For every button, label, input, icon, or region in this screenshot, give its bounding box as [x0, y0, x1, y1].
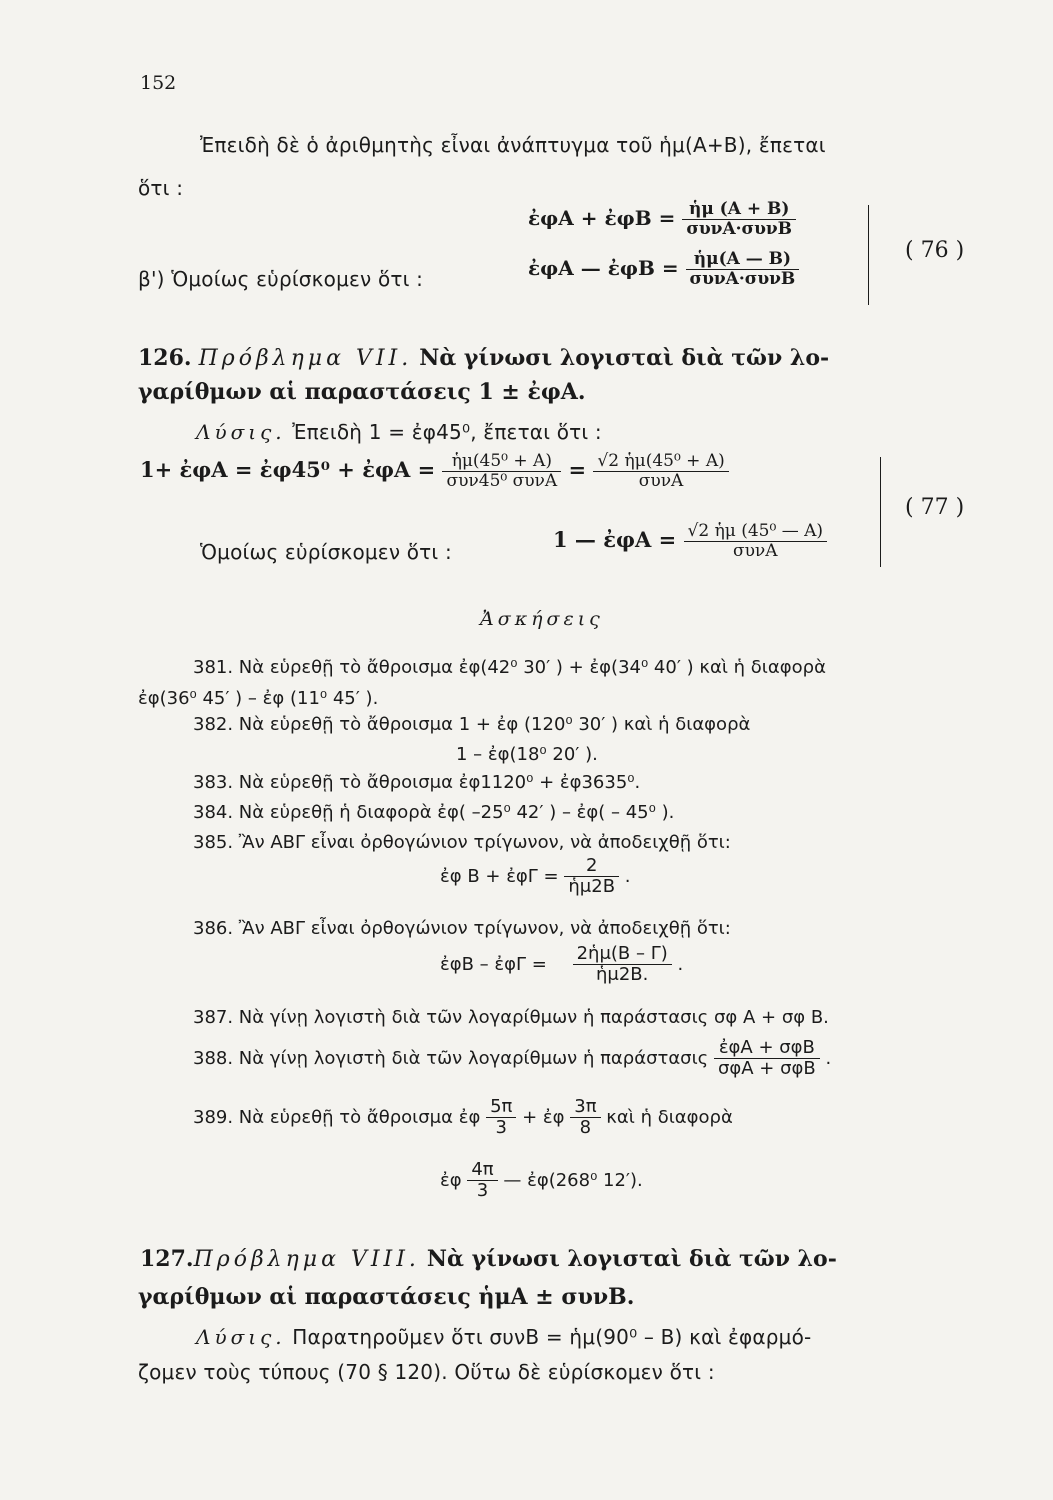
- ex385-period: .: [624, 865, 631, 887]
- exercise-389-line-2: [440, 1160, 643, 1201]
- eq77-lhs-1: 1+ ἐφΑ = ἐφ45⁰ + ἐφΑ =: [140, 457, 436, 483]
- ex388-denominator: σφΑ + σφΒ: [714, 1058, 820, 1080]
- eq76-brace: [868, 205, 869, 305]
- ex386-period: .: [677, 953, 684, 975]
- ex389-denominator-1: 3: [486, 1117, 516, 1139]
- sec127-number: 127.: [140, 1246, 194, 1272]
- exercise-388: [193, 1038, 831, 1079]
- sec126-heading-italic: Πρόβλημα VII.: [198, 346, 413, 371]
- exercise-384: 384. Νὰ εὑρεθῇ ἡ διαφορὰ ἐφ( –25⁰ 42′ ) – ἐφ( – 45⁰ ).: [193, 802, 675, 823]
- ex389-numerator-2: 3π: [574, 1096, 597, 1117]
- ex386-lhs: ἐφΒ – ἐφΓ =: [440, 953, 547, 975]
- exercise-382-line-2: 1 – ἐφ(18⁰ 20′ ).: [456, 744, 598, 765]
- eq76-tag: ( 76 ): [905, 238, 965, 263]
- eq77-fraction-2: [593, 452, 728, 491]
- sec127-heading-italic: Πρόβλημα VIII.: [193, 1247, 420, 1272]
- exercises-title: Ἀσκήσεις: [480, 608, 604, 630]
- exercise-387: 387. Νὰ γίνῃ λογιστὴ διὰ τῶν λογαρίθμων ἡ παράστασις σφ Α + σφ Β.: [193, 1007, 829, 1028]
- ex386-numerator: 2ἡμ(Β – Γ): [576, 943, 668, 964]
- sec127-solution-text: Παρατηροῦμεν ὅτι συνΒ = ἡμ(90⁰ – Β) καὶ ἐφαρμό-: [292, 1325, 812, 1349]
- ex389-fraction-2: [570, 1097, 600, 1138]
- ex388-text: 388. Νὰ γίνῃ λογιστὴ διὰ τῶν λογαρίθμων ἡ παράστασις: [193, 1047, 709, 1069]
- sec126-number: 126.: [138, 345, 192, 371]
- eq76-fraction-2: [686, 250, 800, 289]
- eq77-numerator-2: √2 ἡμ(45⁰ + Α): [597, 451, 725, 471]
- sec127-solution: [196, 1325, 811, 1349]
- ex389-denominator-3: 3: [467, 1180, 497, 1202]
- ex389-tail: καὶ ἡ διαφορὰ: [606, 1106, 733, 1128]
- eq76-lhs-2: ἐφΑ — ἐφΒ =: [528, 256, 679, 281]
- exercise-382-line-1: 382. Νὰ εὑρεθῇ τὸ ἄθροισμα 1 + ἐφ (120⁰ 30′ ) καὶ ἡ διαφορὰ: [193, 714, 751, 735]
- page-number: 152: [140, 72, 177, 94]
- eq77-lhs-2: 1 — ἐφΑ =: [553, 527, 677, 553]
- sec127-heading-line-1: [140, 1246, 837, 1272]
- sec126-solution-text: Ἐπειδὴ 1 = ἐφ45⁰, ἔπεται ὅτι :: [292, 420, 602, 444]
- ex386-fraction: [573, 944, 672, 985]
- eq76-lhs-1: ἐφΑ + ἐφΒ =: [528, 206, 676, 231]
- eq77-numerator-3: √2 ἡμ (45⁰ — Α): [687, 521, 824, 541]
- eq77-denominator-1: συν45⁰ συνΑ: [442, 471, 561, 492]
- eq77-row-1: [140, 452, 729, 491]
- sec127-solution-line-2: ζομεν τοὺς τύπους (70 § 120). Οὕτω δὲ εὑρίσκομεν ὅτι :: [138, 1360, 715, 1384]
- sec126-heading-line-1: [138, 345, 829, 371]
- sec126-solution: [196, 420, 602, 444]
- ex389-b-pre: ἐφ: [440, 1169, 462, 1191]
- ex385-lhs: ἐφ Β + ἐφΓ =: [440, 865, 559, 887]
- eq77-denominator-2: συνΑ: [593, 471, 728, 492]
- ex386-denominator: ἡμ2Β.: [573, 964, 672, 986]
- ex389-plus: + ἐφ: [522, 1106, 565, 1128]
- ex388-fraction: [714, 1038, 820, 1079]
- exercise-381-line-1: 381. Νὰ εὑρεθῇ τὸ ἄθροισμα ἐφ(42⁰ 30′ ) + ἐφ(34⁰ 40′ ) καὶ ἡ διαφορὰ: [193, 657, 826, 678]
- ex389-text: 389. Νὰ εὑρεθῇ τὸ ἄθροισμα ἐφ: [193, 1106, 481, 1128]
- sec126-solution-label: Λύσις.: [196, 420, 286, 444]
- intro-line-1: Ἐπειδὴ δὲ ὁ ἀριθμητὴς εἶναι ἀνάπτυγμα τοῦ ἡμ(Α+Β), ἔπεται: [200, 133, 826, 157]
- exercise-381-line-2: ἐφ(36⁰ 45′ ) – ἐφ (11⁰ 45′ ).: [138, 688, 379, 709]
- eq76-numerator-2: ἡμ(Α — Β): [693, 249, 792, 269]
- exercise-385-formula: [440, 856, 631, 897]
- eq77-fraction-3: [684, 522, 828, 561]
- ex389-fraction-1: [486, 1097, 516, 1138]
- ex389-b-post: — ἐφ(268⁰ 12′).: [503, 1169, 643, 1191]
- eq77-denominator-3: συνΑ: [684, 541, 828, 562]
- ex385-fraction: [564, 856, 619, 897]
- ex389-numerator-1: 5π: [490, 1096, 513, 1117]
- exercise-386: 386. Ἂν ΑΒΓ εἶναι ὀρθογώνιον τρίγωνον, νὰ ἀποδειχθῇ ὅτι:: [193, 918, 731, 939]
- eq77-numerator-1: ἡμ(45⁰ + Α): [451, 451, 552, 471]
- ex388-numerator: ἐφΑ + σφΒ: [718, 1037, 815, 1058]
- ex385-denominator: ἡμ2Β: [564, 876, 619, 898]
- sec126-heading-bold: Νὰ γίνωσι λογισταὶ διὰ τῶν λο-: [419, 345, 830, 371]
- exercise-389-line-1: [193, 1097, 733, 1138]
- intro-line-2: ὅτι :: [138, 176, 184, 200]
- eq77-prefix-2: Ὁμοίως εὑρίσκομεν ὅτι :: [200, 540, 452, 564]
- eq77-row-2: [553, 522, 827, 561]
- ex385-numerator: 2: [585, 855, 598, 876]
- exercise-383: 383. Νὰ εὑρεθῇ τὸ ἄθροισμα ἐφ1120⁰ + ἐφ3635⁰.: [193, 772, 641, 793]
- ex389-fraction-3: [467, 1160, 497, 1201]
- eq76-denominator-2: συνΑ·συνΒ: [686, 269, 800, 290]
- ex388-period: .: [825, 1047, 832, 1069]
- exercise-386-formula: [440, 944, 683, 985]
- sec127-solution-label: Λύσις.: [196, 1325, 286, 1349]
- eq77-equals-mid: =: [568, 457, 587, 483]
- eq76-numerator-1: ἡμ (Α + Β): [688, 199, 790, 219]
- ex389-denominator-2: 8: [570, 1117, 600, 1139]
- ex389-numerator-3: 4π: [471, 1159, 494, 1180]
- eq76-fraction-1: [682, 200, 796, 239]
- eq77-tag: ( 77 ): [905, 495, 965, 520]
- eq76-row-2: [528, 250, 799, 289]
- exercise-385: 385. Ἂν ΑΒΓ εἶναι ὀρθογώνιον τρίγωνον, νὰ ἀποδειχθῇ ὅτι:: [193, 832, 731, 853]
- eq77-brace: [880, 457, 881, 567]
- eq76-denominator-1: συνΑ·συνΒ: [682, 219, 796, 240]
- eq77-fraction-1: [442, 452, 561, 491]
- sec127-heading-line-2: γαρίθμων αἱ παραστάσεις ἡμΑ ± συνΒ.: [138, 1284, 635, 1310]
- eq76-row-1: [528, 200, 796, 239]
- sec127-heading-bold: Νὰ γίνωσι λογισταὶ διὰ τῶν λο-: [426, 1246, 837, 1272]
- eq76-prefix-2: β') Ὁμοίως εὑρίσκομεν ὅτι :: [138, 267, 424, 291]
- sec126-heading-line-2: γαρίθμων αἱ παραστάσεις 1 ± ἐφΑ.: [138, 379, 586, 405]
